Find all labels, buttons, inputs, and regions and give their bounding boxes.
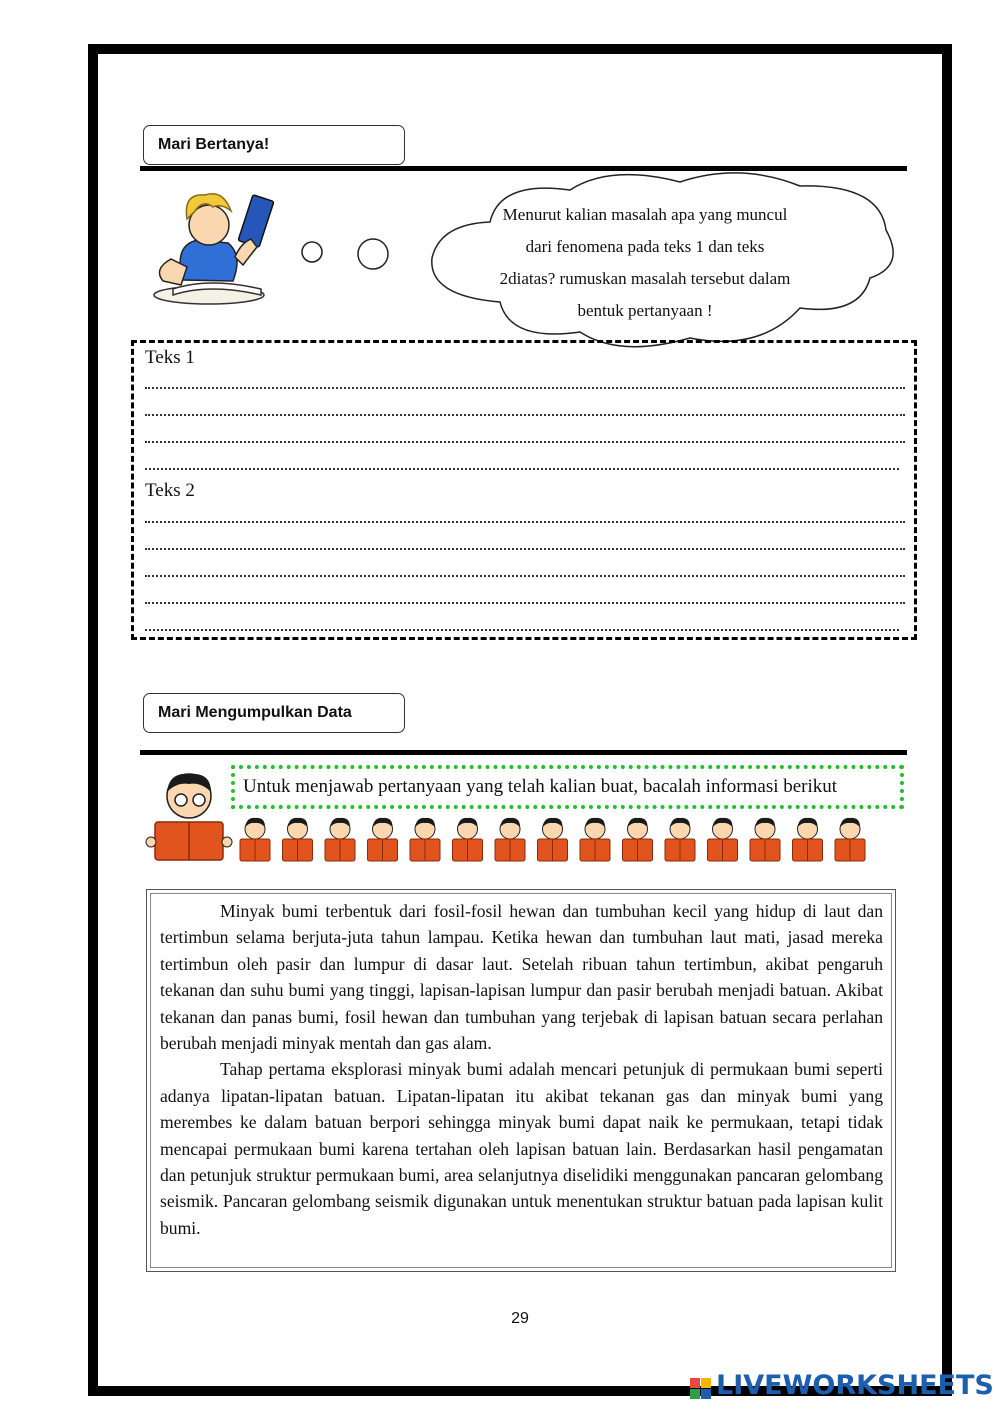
reading-kids-row xyxy=(235,817,875,863)
answer-line[interactable] xyxy=(145,387,905,389)
section-title-mengumpulkan: Mari Mengumpulkan Data xyxy=(143,693,405,733)
answer-line[interactable] xyxy=(145,548,905,550)
thought-dots xyxy=(298,236,393,276)
watermark: LIVEWORKSHEETS xyxy=(716,1370,994,1401)
page-number: 29 xyxy=(511,1310,529,1327)
answer-line[interactable] xyxy=(145,414,905,416)
answer-line[interactable] xyxy=(145,575,905,577)
reading-kid-icon xyxy=(145,770,233,862)
reading-passage xyxy=(146,889,896,1272)
answer-box xyxy=(131,340,917,640)
answer-line[interactable] xyxy=(145,602,905,604)
answer-line[interactable] xyxy=(145,629,899,631)
teks1-label: Teks 1 xyxy=(145,347,195,368)
teks2-label: Teks 2 xyxy=(145,480,195,501)
student-reading-icon xyxy=(143,185,273,310)
instruction-box: Untuk menjawab pertanyaan yang telah kalian buat, bacalah informasi berikut xyxy=(231,765,904,809)
answer-line[interactable] xyxy=(145,521,905,523)
reading-paragraph-1: Minyak bumi terbentuk dari fosil-fosil hewan dan tumbuhan kecil yang hidup di laut dan tertimbun selama berjuta-juta tahun lampau. Ketika hewan dan tumbuhan laut mati, jasad mereka tertimbun oleh pasir dan lumpur di dasar laut. Setelah ribuan tahun tertimbun, akibat pengaruh tekanan dan suhu bumi yang tinggi, lapisan-lapisan lumpur dan pasir berubah menjadi batuan. Akibat tekanan dan panas bumi, fosil hewan dan tumbuhan yang terjebak di lapisan batuan secara perlahan berubah menjadi minyak mentah dan gas alam. xyxy=(160,901,883,1054)
liveworksheets-logo-icon xyxy=(690,1378,712,1400)
thought-bubble-text: Menurut kalian masalah apa yang muncul dari fenomena pada teks 1 dan teks 2diatas? rumuskan masalah tersebut dalam bentuk pertanyaan ! xyxy=(499,205,791,320)
answer-line[interactable] xyxy=(145,468,899,470)
section-rule xyxy=(140,750,907,755)
section-title-bertanya: Mari Bertanya! xyxy=(143,125,405,165)
answer-line[interactable] xyxy=(145,441,905,443)
reading-paragraph-2: Tahap pertama eksplorasi minyak bumi adalah mencari petunjuk di permukaan bumi seperti adanya lipatan-lipatan batuan. Lipatan-lipatan itu akibat tekanan gas dan minyak bumi yang merembes ke dalam batuan berpori sehingga minyak bumi dapat naik ke permukaan, tetapi tidak mencapai permukaan bumi karena tertahan oleh lapisan batuan lain. Berdasarkan hasil pengamatan dan petunjuk struktur permukaan bumi, area selanjutnya diselidiki menggunakan pancaran gelombang seismik. Pancaran gelombang seismik digunakan untuk menentukan struktur batuan pada lapisan kulit bumi. xyxy=(160,1059,883,1238)
